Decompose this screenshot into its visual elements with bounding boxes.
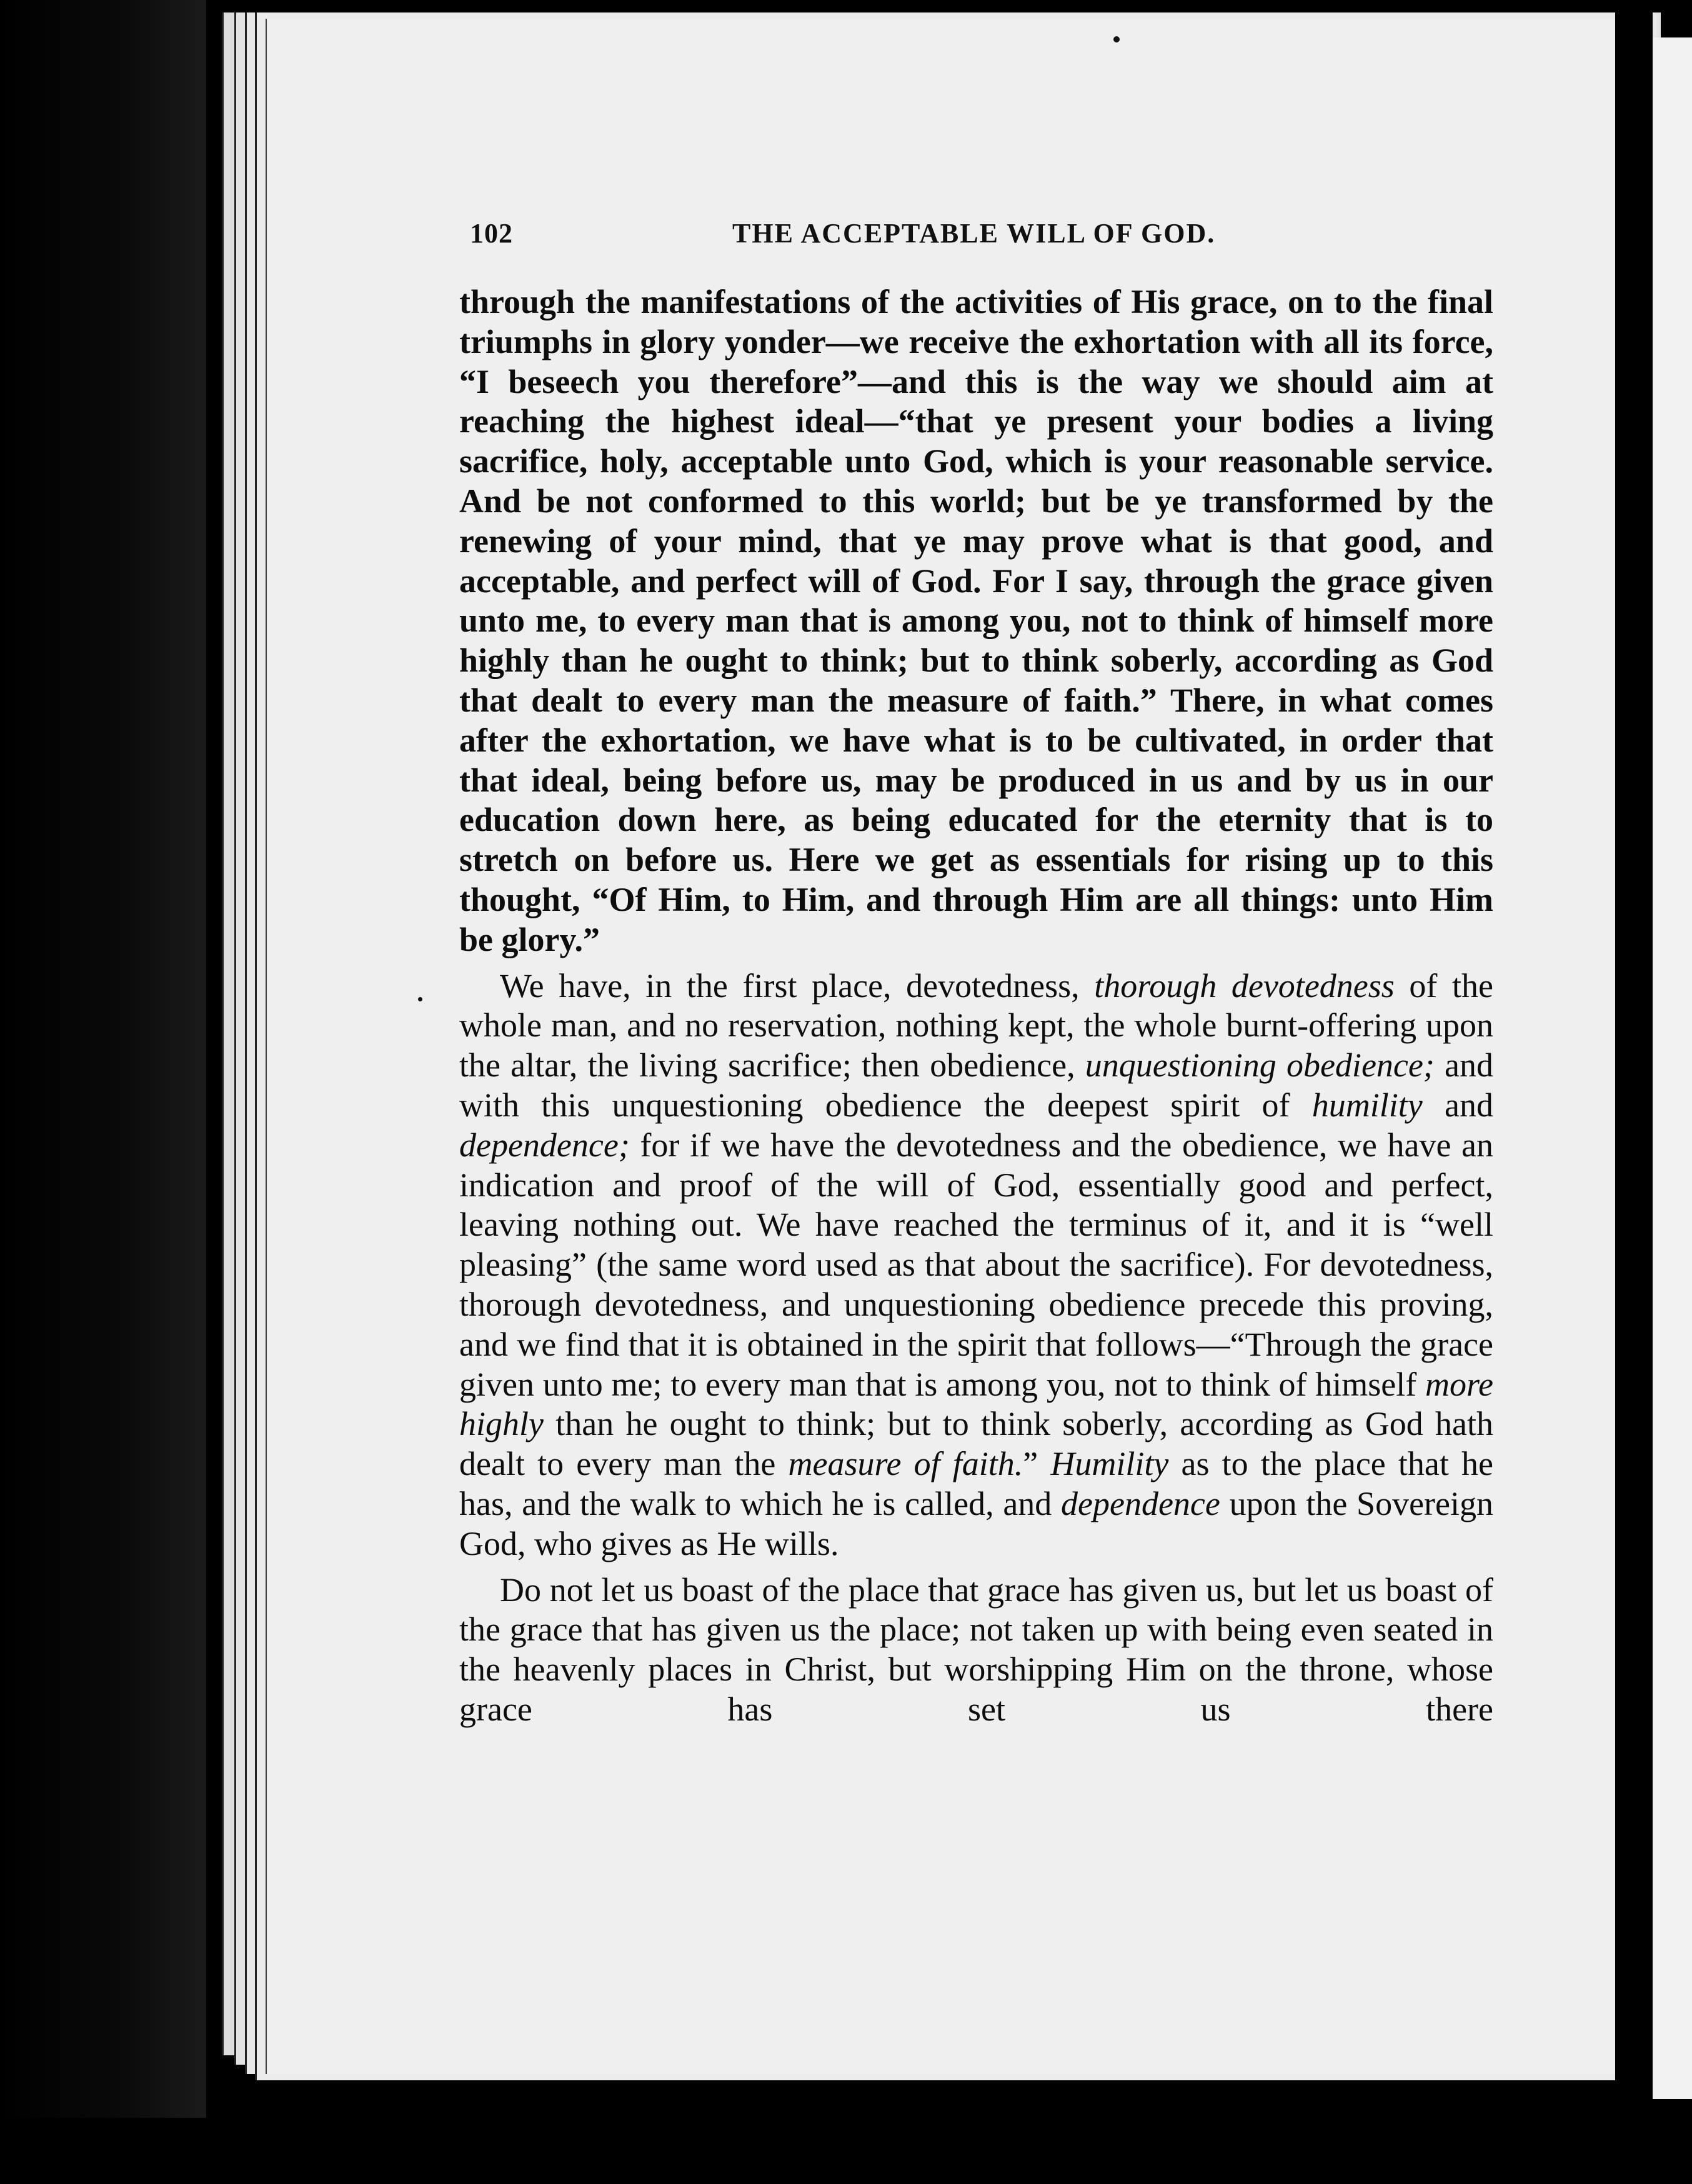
scan-speck (418, 997, 422, 1001)
running-title: THE ACCEPTABLE WILL OF GOD. (732, 218, 1216, 249)
text-run: for if we have the devotedness and the obedience, we have an indication and proof of the will of God, essentially good and perfect, leaving nothing out. We have reached the terminus of it, and it is “well pleasing” (the same word used as that about the sacrifice). For devotedness, thorough devotedness, and unquestioning obedience precede this proving, and we find that it is obtained in the spirit that follows—“Through the grace given unto me; to every man that is among you, not to think of himself (459, 1126, 1493, 1403)
next-page-edge (1653, 37, 1692, 2099)
italic-run: unquestioning obedience; (1085, 1046, 1435, 1085)
italic-run: dependence (1061, 1484, 1220, 1522)
italic-run: humility (1311, 1086, 1423, 1124)
paragraph-1 (459, 282, 1493, 960)
text-run: Do not let us boast of the place that grace has given us, but let us boast of the grace that has given us the place; not taken up with being even seated in the heavenly places in Christ, but worshipping Him on the throne, whose grace has set us there (459, 1571, 1493, 1728)
italic-run: thorough devotedness (1094, 966, 1395, 1005)
text-run: and (1422, 1086, 1494, 1124)
running-header (470, 217, 1262, 255)
italic-run: more highly (459, 1365, 1493, 1443)
page-number: 102 (470, 218, 513, 249)
book-binding (0, 0, 206, 2184)
text-run: through the manifestations of the activities of His grace, on to the final triumphs in glory yonder—we receive the exhortation with all its force, “I beseech you therefore”—and this is the way we should aim at reaching the highest ideal—“that ye present your bodies a living sacrifice, holy, acceptable unto God, which is your reasonable service. And be not conformed to this world; but be ye transformed by the renewing of your mind, that ye may prove what is that good, and acceptable, and perfect will of God. For I say, through the grace given unto me, to every man that is among you, not to think of himself more highly than he ought to think; but to think soberly, according as God that dealt to every man the measure of faith.” There, in what comes after the exhortation, we have what is to be cultivated, in order that that ideal, being before us, may be produced in us and by us in our education down here, as being educated for the eternity that is to stretch on before us. Here we get as essentials for rising up to this thought, “Of Him, to Him, and through Him are all things: unto Him be glory.” (459, 283, 1493, 958)
gutter (1615, 0, 1653, 2184)
paragraph-3 (459, 1571, 1493, 1730)
text-run: ” (1023, 1445, 1051, 1483)
italic-run: measure of faith. (788, 1445, 1023, 1483)
text-run: as to the place that he has, and the walk to which he is called, and (459, 1445, 1493, 1522)
text-run: than he ought to think; but to think soberly, according as God hath dealt to every man the (459, 1405, 1493, 1483)
italic-run: dependence; (459, 1126, 630, 1164)
scan-border (0, 2118, 1692, 2184)
scan-speck (1113, 36, 1120, 42)
body-text (459, 282, 1493, 1730)
text-run: We have, in the first place, devotedness, (500, 966, 1095, 1005)
text-run: upon the Sovereign God, who gives as He wills. (459, 1484, 1493, 1562)
italic-run: Humility (1050, 1445, 1169, 1483)
text-run: and with this unquestioning obedience the deepest spirit of (459, 1046, 1493, 1124)
text-run: of the whole man, and no reservation, nothing kept, the whole burnt-offering upon the altar, the living sacrifice; then obedience, (459, 966, 1493, 1085)
paragraph-2 (459, 966, 1493, 1564)
